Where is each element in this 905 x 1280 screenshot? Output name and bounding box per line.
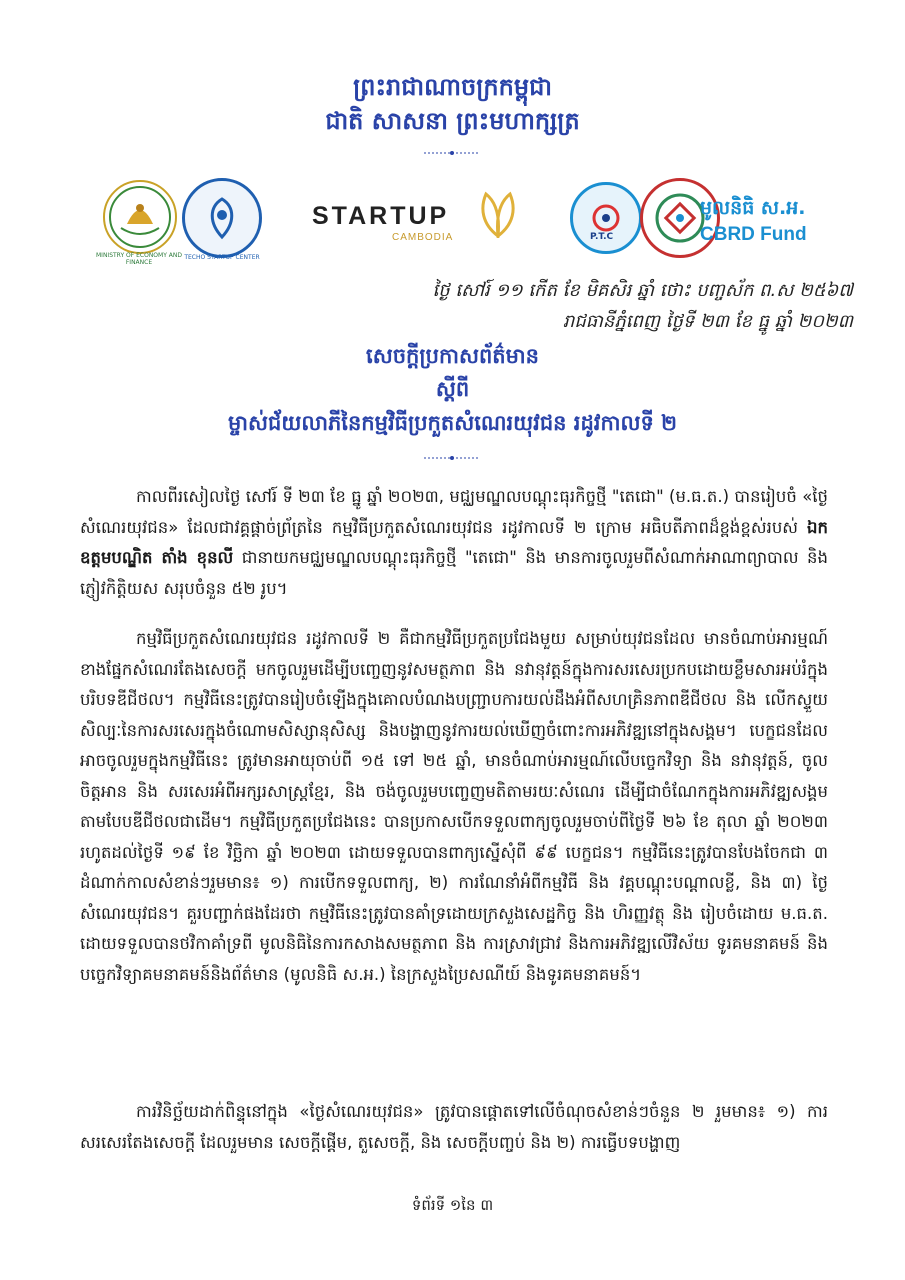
divider-ornament-2 — [422, 455, 482, 461]
kingdom-line-1: ព្រះរាជាណាចក្រកម្ពុជា — [353, 73, 552, 101]
page-number: ទំព័រទី ១នៃ ៣ — [411, 1196, 494, 1214]
startup-wordmark: STARTUP — [312, 202, 450, 230]
startup-leaf-icon — [476, 190, 520, 238]
paragraph-2: កម្មវិធីប្រកួតសំណេរយុវជន រដូវកាលទី ២ គឺជាកម្មវិធីប្រកួតប្រជែងមួយ សម្រាប់យុវជនដែល មានចំណាប់អារម្មណ៍ខាងផ្នែកសំណេរតែងសេចក្តី មកចូលរួមដើម្បីបញ្ចេញនូវសមត្ថភាព និង នវានុវត្តន៍ក្នុងការសរសេរប្រកបដោយខ្លឹមសារអប់រំក្នុងបរិបទឌីជីថល។ កម្មវិធីនេះត្រូវបានរៀបចំឡើងក្នុងគោលបំណងបញ្ជ្រាបការយល់ដឹងអំពីសហគ្រិនភាពឌីជីថល និង លើកស្ទួយសិល្បៈនៃការសរសេរក្នុងចំណោមសិស្សានុសិស្ស និងបង្ហាញនូវការយល់ឃើញចំពោះការអភិវឌ្ឍនៅក្នុងសង្គម។ បេក្ខជនដែលអាចចូលរួមក្នុងកម្មវិធីនេះ ត្រូវមានអាយុចាប់ពី ១៥ ទៅ ២៥ ឆ្នាំ, មានចំណាប់អារម្មណ៍លើបច្ចេកវិទ្យា និង នវានុវត្តន៍, ចូលចិត្តអាន និង សរសេរអំពីអក្សរសាស្ត្រខ្មែរ, និង ចង់ចូលរួមបញ្ចេញមតិតាមរយៈសំណេរ ដើម្បីជាចំណែកក្នុងការអភិវឌ្ឍសង្គមតាមបែបឌីជីថលជាដើម។ កម្មវិធីប្រកួតប្រជែងនេះ បានប្រកាសបើកទទួលពាក្យចូលរួមចាប់ពីថ្ងៃទី ២៦ ខែ តុលា ឆ្នាំ ២០២៣ រហូតដល់ថ្ងៃទី ១៩ ខែ វិច្ឆិកា ឆ្នាំ ២០២៣ ដោយទទួលបានពាក្យស្នើសុំពី ៩៩ បេក្ខជន។ កម្មវិធីនេះត្រូវបានបែងចែកជា ៣ ដំណាក់កាលសំខាន់ៗរួមមាន៖ ១) ការបើកទទួលពាក្យ, ២) ការណែនាំអំពីកម្មវិធី និង វគ្គបណ្តុះបណ្តាលខ្លី, និង ៣) ថ្ងៃសំណេរយុវជន។ គួរបញ្ជាក់ផងដែរថា កម្មវិធីនេះត្រូវបានគាំទ្រដោយក្រសួងសេដ្ឋកិច្ច និង ហិរញ្ញវត្ថុ និង រៀបចំដោយ ម.ធ.ត. ដោយទទួលបានថវិកាគាំទ្រពី មូលនិធិនៃការកសាងសមត្ថភាព និង ការស្រាវជ្រាវ និងការអភិវឌ្ឍលើវិស័យ ទូរគមនាគមន៍ និងបច្ចេកវិទ្យាគមនាគមន៍និងព័ត៌មាន (មូលនិធិ ស.អ.) នៃក្រសួងប្រៃសណីយ៍ និងទូរគមនាគមន៍។ — [80, 629, 828, 984]
startup-subtitle: CAMBODIA — [392, 232, 454, 243]
cbrd-khmer-name: មូលនិធិ ស.អ. — [700, 197, 806, 219]
paragraph-1 — [80, 482, 828, 604]
ptc-caption: P.T.C — [590, 232, 614, 242]
ministry-emblem-icon — [107, 184, 173, 250]
kingdom-line-2: ជាតិ សាសនា ព្រះមហាក្សត្រ — [325, 107, 580, 135]
paragraph-3: ការវិនិច្ឆ័យដាក់ពិន្ទុនៅក្នុង «ថ្ងៃសំណេរយុវជន» ត្រូវបានផ្តោតទៅលើចំណុចសំខាន់ៗចំនួន ២ រួមមាន៖ ១) ការសរសេរតែងសេចក្តី ដែលរួមមាន សេចក្តីផ្តើម, តួសេចក្តី, និង សេចក្តីបញ្ចប់ និង ២) ការធ្វើបទបង្ហាញ — [80, 1102, 828, 1152]
paragraph-1-text-b: ជានាយកមជ្ឈមណ្ឌលបណ្តុះធុរកិច្ចថ្មី "តេជោ" និង មានការចូលរួមពីសំណាក់អាណាព្យាបាល និង ភ្ញៀវកិត្តិយស សរុបចំនួន ៥២ រូប។ — [80, 548, 829, 598]
cbrd-english-name: CBRD Fund — [700, 224, 807, 245]
techo-emblem-icon — [197, 193, 247, 243]
ptc-logo — [570, 182, 642, 254]
ministry-caption: MINISTRY OF ECONOMY AND FINANCE — [96, 252, 182, 266]
paragraph-1-honoree: ឯកឧត្តមបណ្ឌិត តាំង ខុនលី — [80, 517, 828, 567]
paragraph-1-text-a: កាលពីរសៀលថ្ងៃ សៅរ៍ ទី ២៣ ខែ ធ្នូ ឆ្នាំ ២០២៣, មជ្ឈមណ្ឌលបណ្តុះធុរកិច្ចថ្មី "តេជោ" (ម.ធ.ត.) បានរៀបចំ «ថ្ងៃសំណេរយុវជន» ដែលជាវគ្គផ្តាច់ព្រ័ត្រនៃ កម្មវិធីប្រកួតសំណេរយុវជន រដូវកាលទី ២ ក្រោម អធិបតីភាពដ៏ខ្ពង់ខ្ពស់របស់ — [80, 487, 828, 537]
ministry-logo — [103, 180, 177, 254]
divider-ornament — [422, 150, 482, 156]
announcement-subject: ម្ចាស់ជ័យលាភីនៃកម្មវិធីប្រកួតសំណេរយុវជន រដូវកាលទី ២ — [228, 411, 677, 435]
techo-startup-logo — [182, 178, 262, 258]
lunar-date: ថ្ងៃ សៅរ៍ ១១ កើត ខែ មិគសិរ ឆ្នាំ ថោះ បញ្ចស័ក ព.ស ២៥៦៧ — [432, 280, 853, 301]
cbrd-emblem-icon — [653, 191, 707, 245]
techo-caption: TECHO STARTUP CENTER — [184, 254, 260, 261]
announcement-subject-label: ស្តីពី — [435, 377, 470, 401]
announcement-title: សេចក្តីប្រកាសព័ត៌មាន — [366, 344, 539, 368]
kingdom-header — [0, 70, 905, 138]
solar-date: រាជធានីភ្នំពេញ ថ្ងៃទី ២៣ ខែ ធ្នូ ឆ្នាំ ២០២៣ — [562, 311, 853, 332]
logo-strip — [0, 172, 905, 266]
